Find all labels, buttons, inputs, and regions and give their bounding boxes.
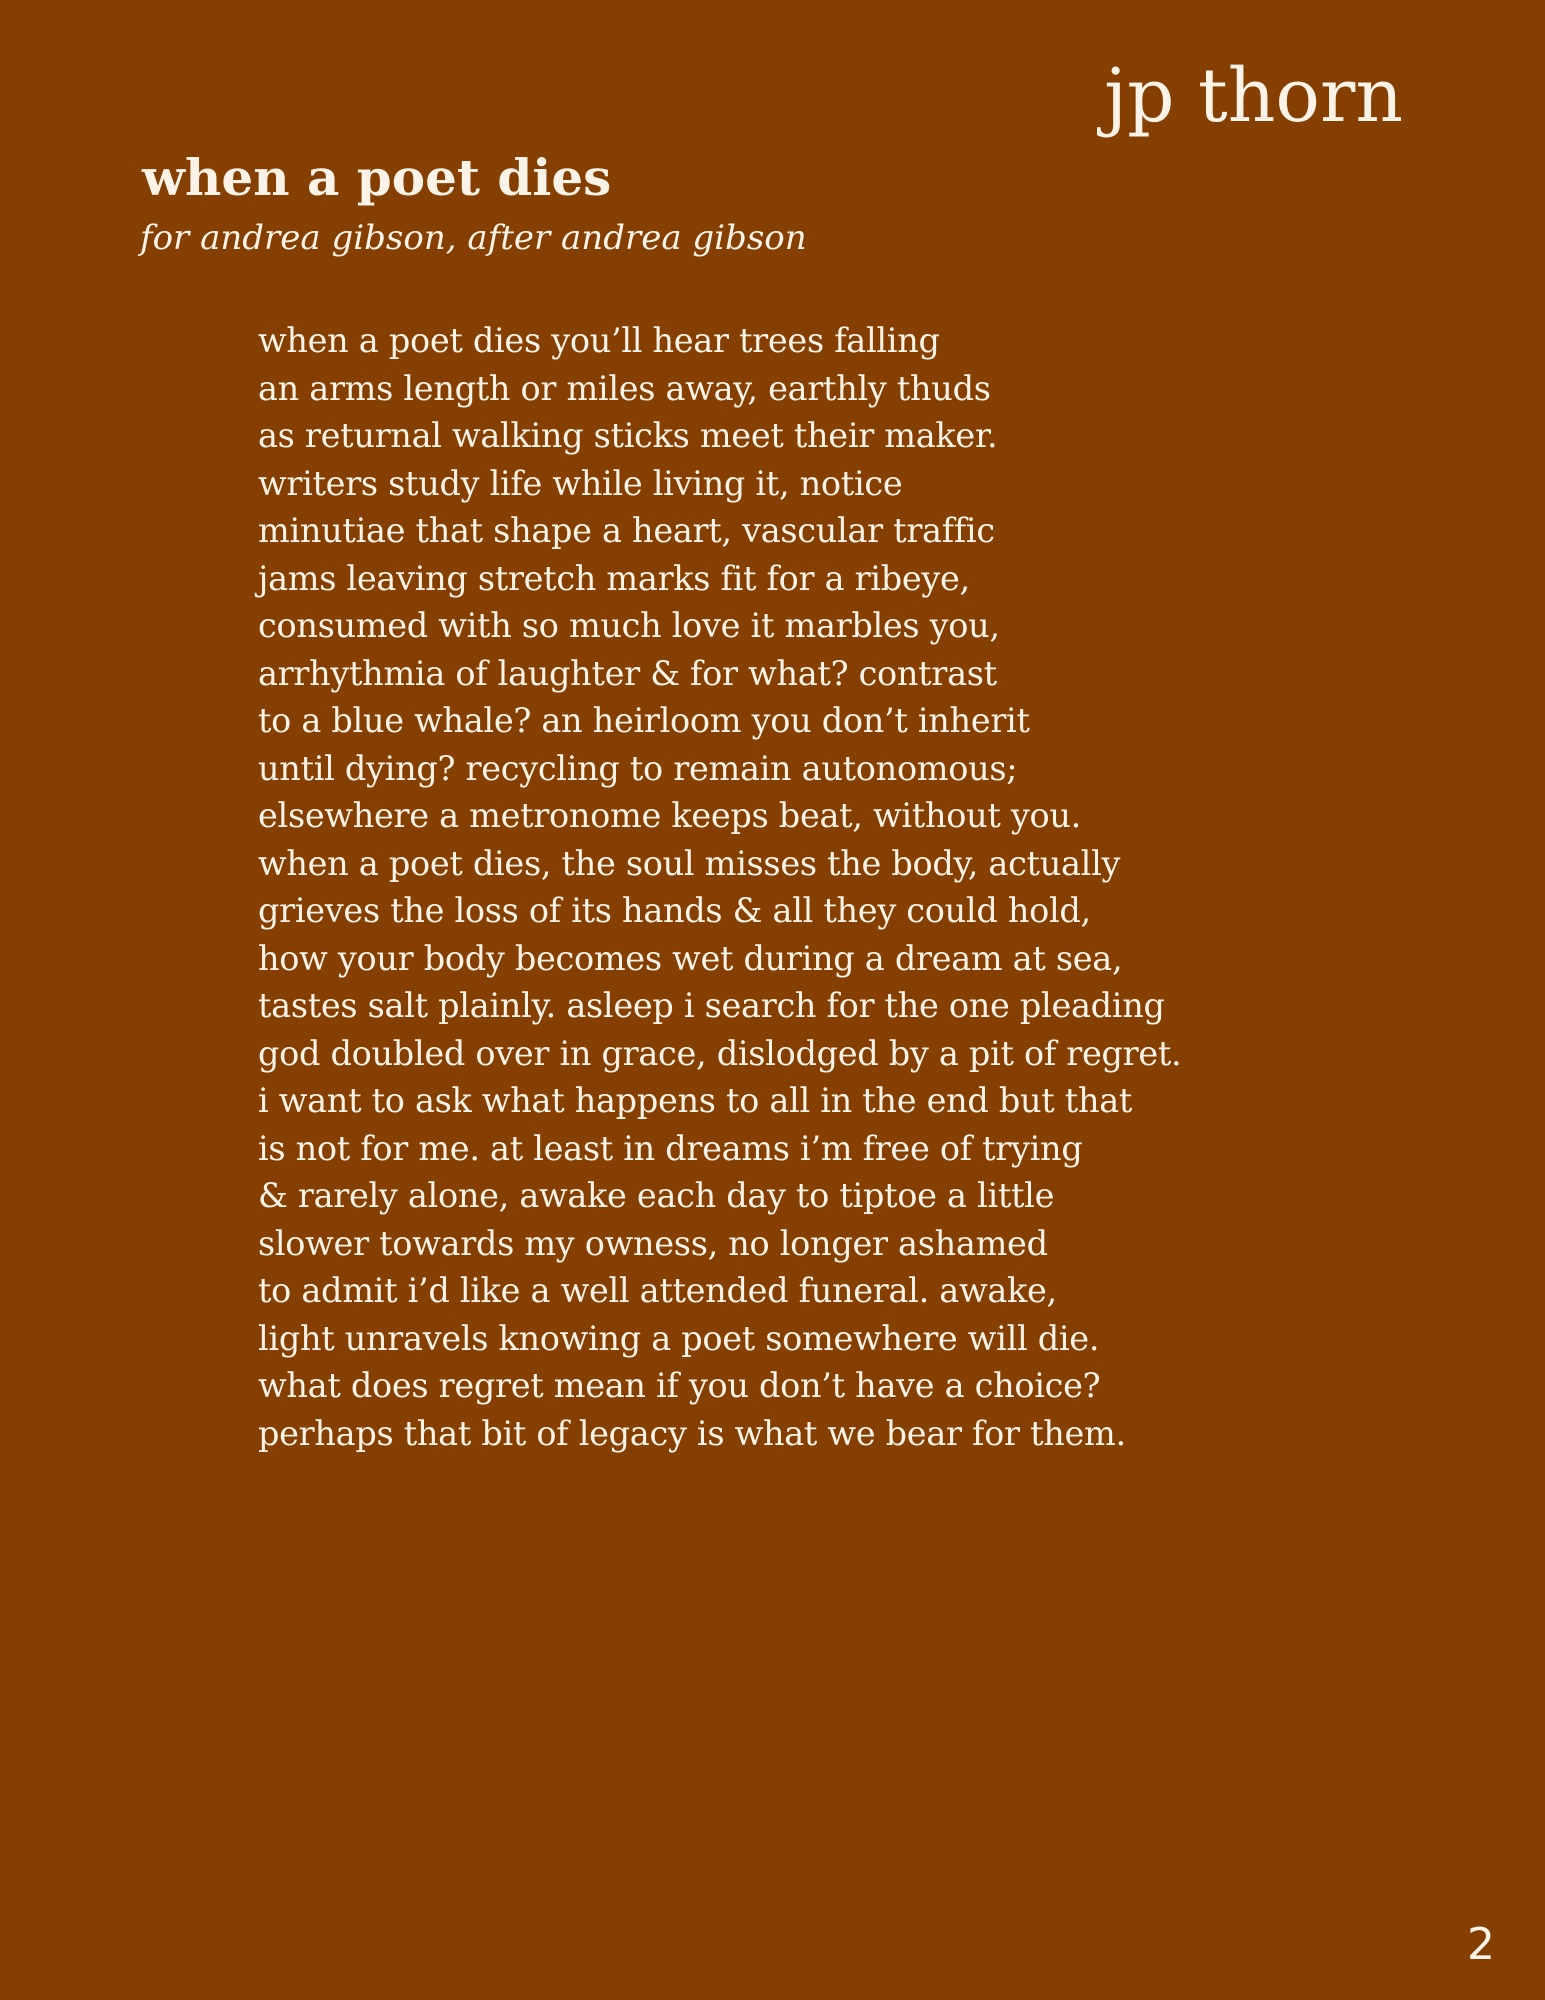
poem-line: when a poet dies, the soul misses the body, actually [258,843,1121,883]
poem-line: writers study life while living it, notice [258,463,903,503]
poem-line: is not for me. at least in dreams i’m free of trying [258,1128,1083,1168]
poem-line: what does regret mean if you don’t have a choice? [258,1366,1101,1405]
poem-line: how your body becomes wet during a dream at sea, [258,938,1123,978]
poem-line: tastes salt plainly. asleep i search for the one pleading [258,986,1165,1025]
poem-line: to a blue whale? an heirloom you don’t inherit [258,701,1030,740]
poem-line: an arms length or miles away, earthly thuds [258,368,991,408]
poem-line: until dying? recycling to remain autonomous; [258,748,1018,788]
poem-line: elsewhere a metronome keeps beat, without you. [258,796,1081,835]
poem-line: grieves the loss of its hands & all they could hold, [258,891,1091,930]
poem-dedication: for andrea gibson, after andrea gibson [140,218,807,258]
poem-body [258,317,1181,1457]
poem-line: minutiae that shape a heart, vascular traffic [258,511,995,550]
poem-line: arrhythmia of laughter & for what? contrast [258,653,997,693]
poem-line: god doubled over in grace, dislodged by a pit of regret. [258,1033,1182,1073]
poem-line: consumed with so much love it marbles you, [258,606,1000,645]
poem-line: to admit i’d like a well attended funeral. awake, [258,1271,1057,1310]
poem-line: jams leaving stretch marks fit for a ribeye, [258,558,970,598]
poem-line: perhaps that bit of legacy is what we bear for them. [258,1413,1126,1453]
poem-line: & rarely alone, awake each day to tiptoe a little [258,1176,1055,1215]
page-number: 2 [1467,1919,1495,1970]
poem-line: slower towards my owness, no longer ashamed [258,1223,1048,1263]
poem-line: i want to ask what happens to all in the end but that [258,1081,1133,1120]
poem-line: light unravels knowing a poet somewhere will die. [258,1318,1100,1358]
author-name: jp thorn [1104,53,1403,139]
poem-title: when a poet dies [142,148,612,207]
poem-line: as returnal walking sticks meet their maker. [258,416,998,455]
poem-line: when a poet dies you’ll hear trees falling [258,321,940,360]
